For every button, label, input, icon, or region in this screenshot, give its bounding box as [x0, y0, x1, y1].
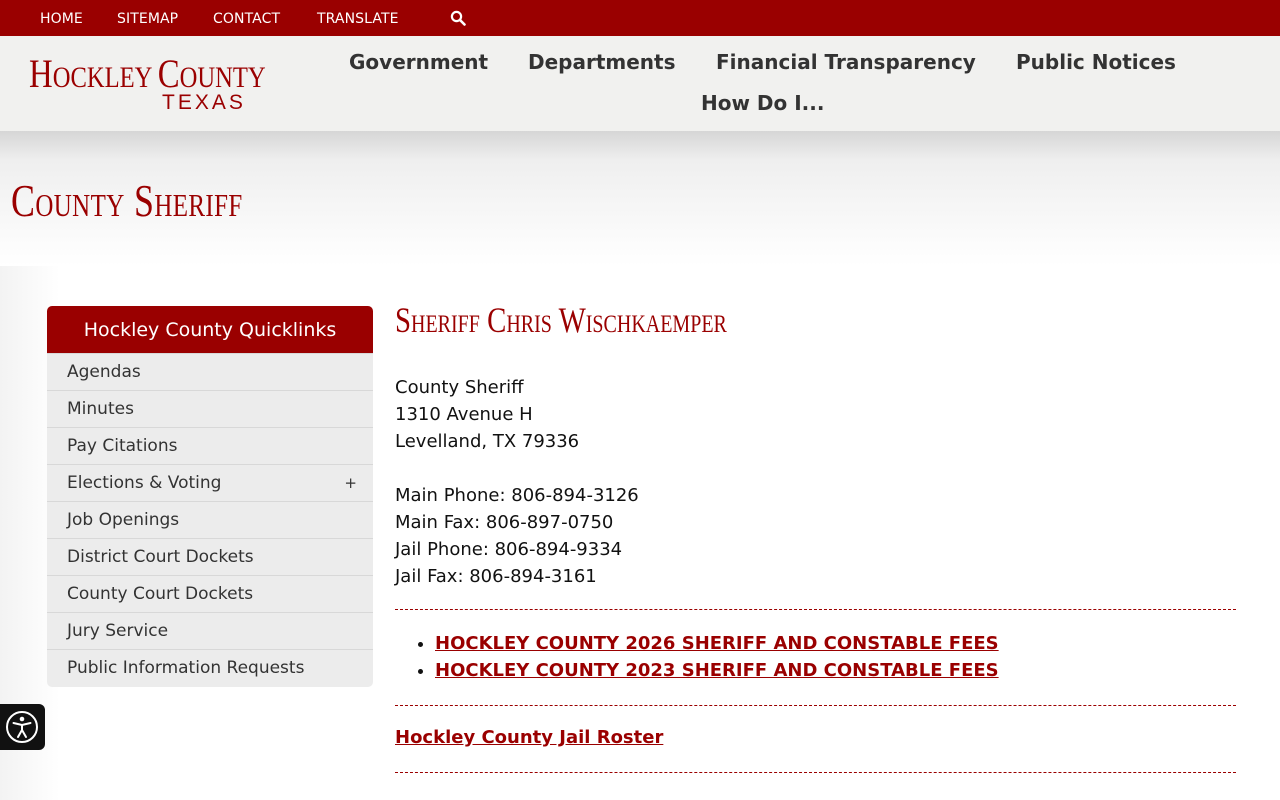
fees-2026-link[interactable]: HOCKLEY COUNTY 2026 SHERIFF AND CONSTABLE FEES [435, 633, 999, 654]
quicklink-label: Elections & Voting [67, 473, 222, 493]
quicklink-label: District Court Dockets [67, 547, 254, 567]
address-line-2: Levelland, TX 79336 [395, 431, 580, 452]
utility-bar [0, 0, 1280, 36]
main-content [395, 300, 1236, 748]
nav-public-notices[interactable]: Public Notices [1016, 50, 1176, 74]
search-icon[interactable] [450, 10, 466, 26]
quicklink-jury-service[interactable] [47, 612, 373, 649]
quicklink-pay-citations[interactable] [47, 427, 373, 464]
fees-2023-link[interactable]: HOCKLEY COUNTY 2023 SHERIFF AND CONSTABLE FEES [435, 660, 999, 681]
list-item [435, 630, 999, 657]
contact-link[interactable]: CONTACT [213, 11, 281, 27]
quicklink-label: Minutes [67, 399, 134, 419]
logo-text: OCKLEY [52, 61, 158, 94]
sitemap-link[interactable]: SITEMAP [117, 11, 179, 27]
nav-government[interactable]: Government [349, 50, 489, 74]
logo-text: OUNTY [179, 61, 266, 94]
logo-letter: C [157, 51, 180, 96]
divider [395, 772, 1236, 773]
quicklink-county-court-dockets[interactable] [47, 575, 373, 612]
quicklink-label: Jury Service [67, 621, 169, 641]
divider [395, 609, 1236, 610]
quicklink-label: County Court Dockets [67, 584, 254, 604]
quicklink-elections-voting[interactable] [47, 464, 373, 501]
page-title: County Sheriff [11, 175, 243, 226]
nav-how-do-i[interactable]: How Do I... [701, 91, 825, 115]
quicklink-district-court-dockets[interactable] [47, 538, 373, 575]
quicklinks-title: Hockley County Quicklinks [47, 306, 373, 353]
divider [395, 705, 1236, 706]
quicklink-minutes[interactable] [47, 390, 373, 427]
jail-roster-link[interactable]: Hockley County Jail Roster [395, 727, 664, 748]
sheriff-role: County Sheriff [395, 377, 524, 398]
logo-state: TEXAS [162, 91, 246, 114]
quicklink-job-openings[interactable] [47, 501, 373, 538]
accessibility-icon [0, 704, 45, 750]
logo-letter: H [29, 51, 53, 96]
quicklinks-panel [47, 306, 373, 687]
quicklink-agendas[interactable] [47, 353, 373, 390]
site-header [0, 36, 1280, 131]
title-band [0, 131, 1280, 266]
nav-financial-transparency[interactable]: Financial Transparency [716, 50, 976, 74]
jail-phone: Jail Phone: 806-894-9334 [395, 539, 623, 560]
nav-departments[interactable]: Departments [528, 50, 676, 74]
quicklink-label: Public Information Requests [67, 658, 305, 678]
translate-link[interactable]: TRANSLATE [317, 11, 399, 27]
list-item [435, 657, 999, 684]
accessibility-button[interactable] [0, 704, 45, 750]
quicklink-label: Agendas [67, 362, 141, 382]
main-fax: Main Fax: 806-897-0750 [395, 512, 614, 533]
main-phone: Main Phone: 806-894-3126 [395, 485, 639, 506]
quicklink-label: Pay Citations [67, 436, 178, 456]
sheriff-heading: Sheriff Chris Wischkaemper [395, 300, 727, 340]
fees-list [395, 630, 999, 684]
quicklink-label: Job Openings [67, 510, 180, 530]
jail-fax: Jail Fax: 806-894-3161 [395, 566, 597, 587]
quicklink-public-information-requests[interactable] [47, 649, 373, 686]
address-line-1: 1310 Avenue H [395, 404, 533, 425]
expand-icon[interactable]: + [344, 474, 357, 492]
home-link[interactable]: HOME [40, 11, 83, 27]
